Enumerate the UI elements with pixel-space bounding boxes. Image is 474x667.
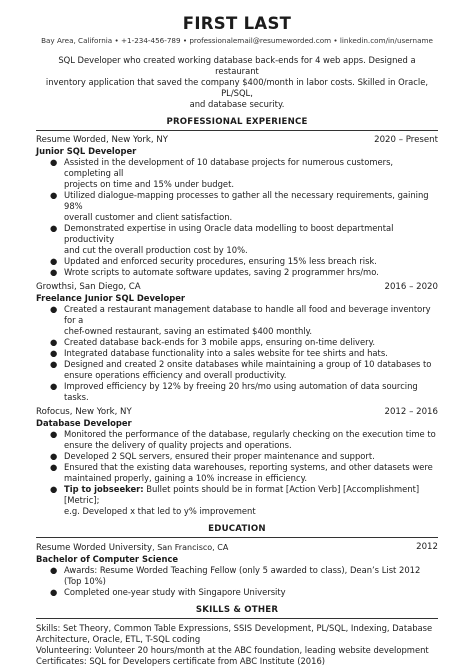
job-bullets xyxy=(50,304,438,403)
list-item xyxy=(50,304,438,337)
job-title: Freelance Junior SQL Developer xyxy=(36,293,186,303)
job-header xyxy=(36,282,438,293)
summary xyxy=(36,55,438,110)
degree: Bachelor of Computer Science xyxy=(36,554,179,564)
bullet-icon: ● xyxy=(50,381,58,391)
job-entry xyxy=(36,282,438,403)
bullet-icon: ● xyxy=(50,267,58,277)
summary-line: and database security. xyxy=(189,99,285,109)
tip-line xyxy=(64,484,438,506)
education-school-wrap xyxy=(36,542,228,554)
job-title: Database Developer xyxy=(36,418,132,428)
bullet-text: Awards: Resume Worded Teaching Fellow (only 5 awarded to class), Dean’s List 2012 (Top 10%) xyxy=(64,565,421,586)
job-dates: 2016 – 2020 xyxy=(384,282,438,292)
skills-line: Architecture, Oracle, ETL, T-SQL coding xyxy=(36,634,201,644)
list-item xyxy=(50,157,438,190)
list-item xyxy=(50,429,438,451)
bullet-text: chef-owned restaurant, saving an estimated $400 monthly. xyxy=(64,326,313,336)
bullet-text: Completed one-year study with Singapore University xyxy=(64,587,286,597)
bullet-text: maintained properly, gaining a 10% increase in efficiency. xyxy=(64,473,308,483)
list-item xyxy=(50,223,438,256)
bullet-text: Updated and enforced security procedures, ensuring 15% less breach risk. xyxy=(64,256,377,266)
bullet-text: Created database back-ends for 3 mobile apps, ensuring on-time delivery. xyxy=(64,337,376,347)
bullet-icon: ● xyxy=(50,484,58,494)
summary-line: SQL Developer who created working database back-ends for 4 web apps. Designed a restaurant xyxy=(58,55,416,76)
bullet-text: ensure operations efficiency and overall productivity. xyxy=(64,370,287,380)
bullet-text: Demonstrated expertise in using Oracle data modelling to boost departmental productivity xyxy=(64,223,394,244)
tip-label: Tip to jobseeker: xyxy=(64,484,144,494)
bullet-icon: ● xyxy=(50,256,58,266)
job-dates: 2020 – Present xyxy=(374,135,438,145)
tip-text: Bullet points should be in format [Action Verb] [Accomplishment] [Metric]; xyxy=(64,484,420,505)
education-heading: EDUCATION xyxy=(208,524,266,534)
bullet-text: and cut the overall production cost by 10%. xyxy=(64,245,248,255)
bullet-text: Designed and created 2 onsite databases while maintaining a group of 10 databases to xyxy=(64,359,432,369)
company-location: Resume Worded, New York, NY xyxy=(36,135,168,145)
education-bullets xyxy=(50,565,438,598)
bullet-text: Assisted in the development of 10 database projects for numerous customers, completing all xyxy=(64,157,394,178)
bullet-icon: ● xyxy=(50,429,58,439)
skills-line: Skills: Set Theory, Common Table Expressions, SSIS Development, PL/SQL, Indexing, Database xyxy=(36,623,433,633)
list-item xyxy=(50,267,438,278)
bullet-text: projects on time and 15% under budget. xyxy=(64,179,235,189)
bullet-text: Created a restaurant management database to handle all food and beverage inventory for a xyxy=(64,304,431,325)
bullet-icon: ● xyxy=(50,304,58,314)
job-title: Junior SQL Developer xyxy=(36,146,137,156)
bullet-text: ensure the delivery of quality projects and operations. xyxy=(64,440,292,450)
volunteering-line: Volunteering: Volunteer 20 hours/month at the ABC foundation, leading website development xyxy=(36,645,429,655)
list-item xyxy=(50,565,438,587)
school-name: Resume Worded University xyxy=(36,543,153,553)
bullet-text: Monitored the performance of the database, regularly checking on the execution time to xyxy=(64,429,436,439)
bullet-text: Improved efficiency by 12% by freeing 20 hrs/mo using automation of data sourcing tasks. xyxy=(64,381,418,402)
bullet-text: Wrote scripts to automate software updates, saving 2 programmer hrs/mo. xyxy=(64,267,379,277)
job-header xyxy=(36,135,438,146)
bullet-text: Utilized dialogue-mapping processes to gather all the necessary requirements, gaining 98% xyxy=(64,190,429,211)
list-item xyxy=(50,451,438,462)
section-divider xyxy=(36,618,438,619)
candidate-name: FIRST LAST xyxy=(182,14,292,33)
list-item xyxy=(50,337,438,348)
contact-line: Bay Area, California • +1-234-456-789 • professionalemail@resumeworded.com • linkedin.com/in/username xyxy=(41,36,433,45)
bullet-icon: ● xyxy=(50,565,58,575)
list-item xyxy=(50,381,438,403)
bullet-icon: ● xyxy=(50,348,58,358)
bullet-icon: ● xyxy=(50,157,58,167)
section-divider xyxy=(36,537,438,538)
list-item xyxy=(50,462,438,484)
list-item xyxy=(50,359,438,381)
bullet-icon: ● xyxy=(50,223,58,233)
bullet-text: Ensured that the existing data warehouses, reporting systems, and other datasets were xyxy=(64,462,433,472)
job-dates: 2012 – 2016 xyxy=(384,407,438,417)
bullet-icon: ● xyxy=(50,587,58,597)
job-bullets xyxy=(50,429,438,517)
bullet-text: Developed 2 SQL servers, ensured their proper maintenance and support. xyxy=(64,451,375,461)
tip-item xyxy=(50,484,438,517)
job-header xyxy=(36,407,438,418)
bullet-icon: ● xyxy=(50,337,58,347)
bullet-icon: ● xyxy=(50,462,58,472)
company-location: Growthsi, San Diego, CA xyxy=(36,282,141,292)
education-year: 2012 xyxy=(416,542,438,552)
list-item xyxy=(50,256,438,267)
experience-list xyxy=(36,135,438,517)
company-location: Rofocus, New York, NY xyxy=(36,407,132,417)
school-location: , San Francisco, CA xyxy=(152,543,229,552)
education-entry xyxy=(36,542,438,598)
list-item xyxy=(50,587,438,598)
job-entry xyxy=(36,135,438,278)
bullet-icon: ● xyxy=(50,359,58,369)
section-divider xyxy=(36,130,438,131)
job-entry xyxy=(36,407,438,517)
skills-heading: SKILLS & OTHER xyxy=(195,605,279,615)
experience-heading: PROFESSIONAL EXPERIENCE xyxy=(166,117,308,127)
bullet-text: overall customer and client satisfaction. xyxy=(64,212,233,222)
bullet-icon: ● xyxy=(50,451,58,461)
list-item xyxy=(50,190,438,223)
bullet-text: Integrated database functionality into a sales website for tee shirts and hats. xyxy=(64,348,388,358)
bullet-icon: ● xyxy=(50,190,58,200)
tip-text: e.g. Developed x that led to y% improvement xyxy=(64,506,256,516)
list-item xyxy=(50,348,438,359)
certificates-line: Certificates: SQL for Developers certificate from ABC Institute (2016) xyxy=(36,656,326,666)
skills-block xyxy=(36,623,438,667)
job-bullets xyxy=(50,157,438,278)
education-header xyxy=(36,542,438,554)
summary-line: inventory application that saved the company $400/month in labor costs. Skilled in Oracle, PL/SQL, xyxy=(45,77,429,98)
